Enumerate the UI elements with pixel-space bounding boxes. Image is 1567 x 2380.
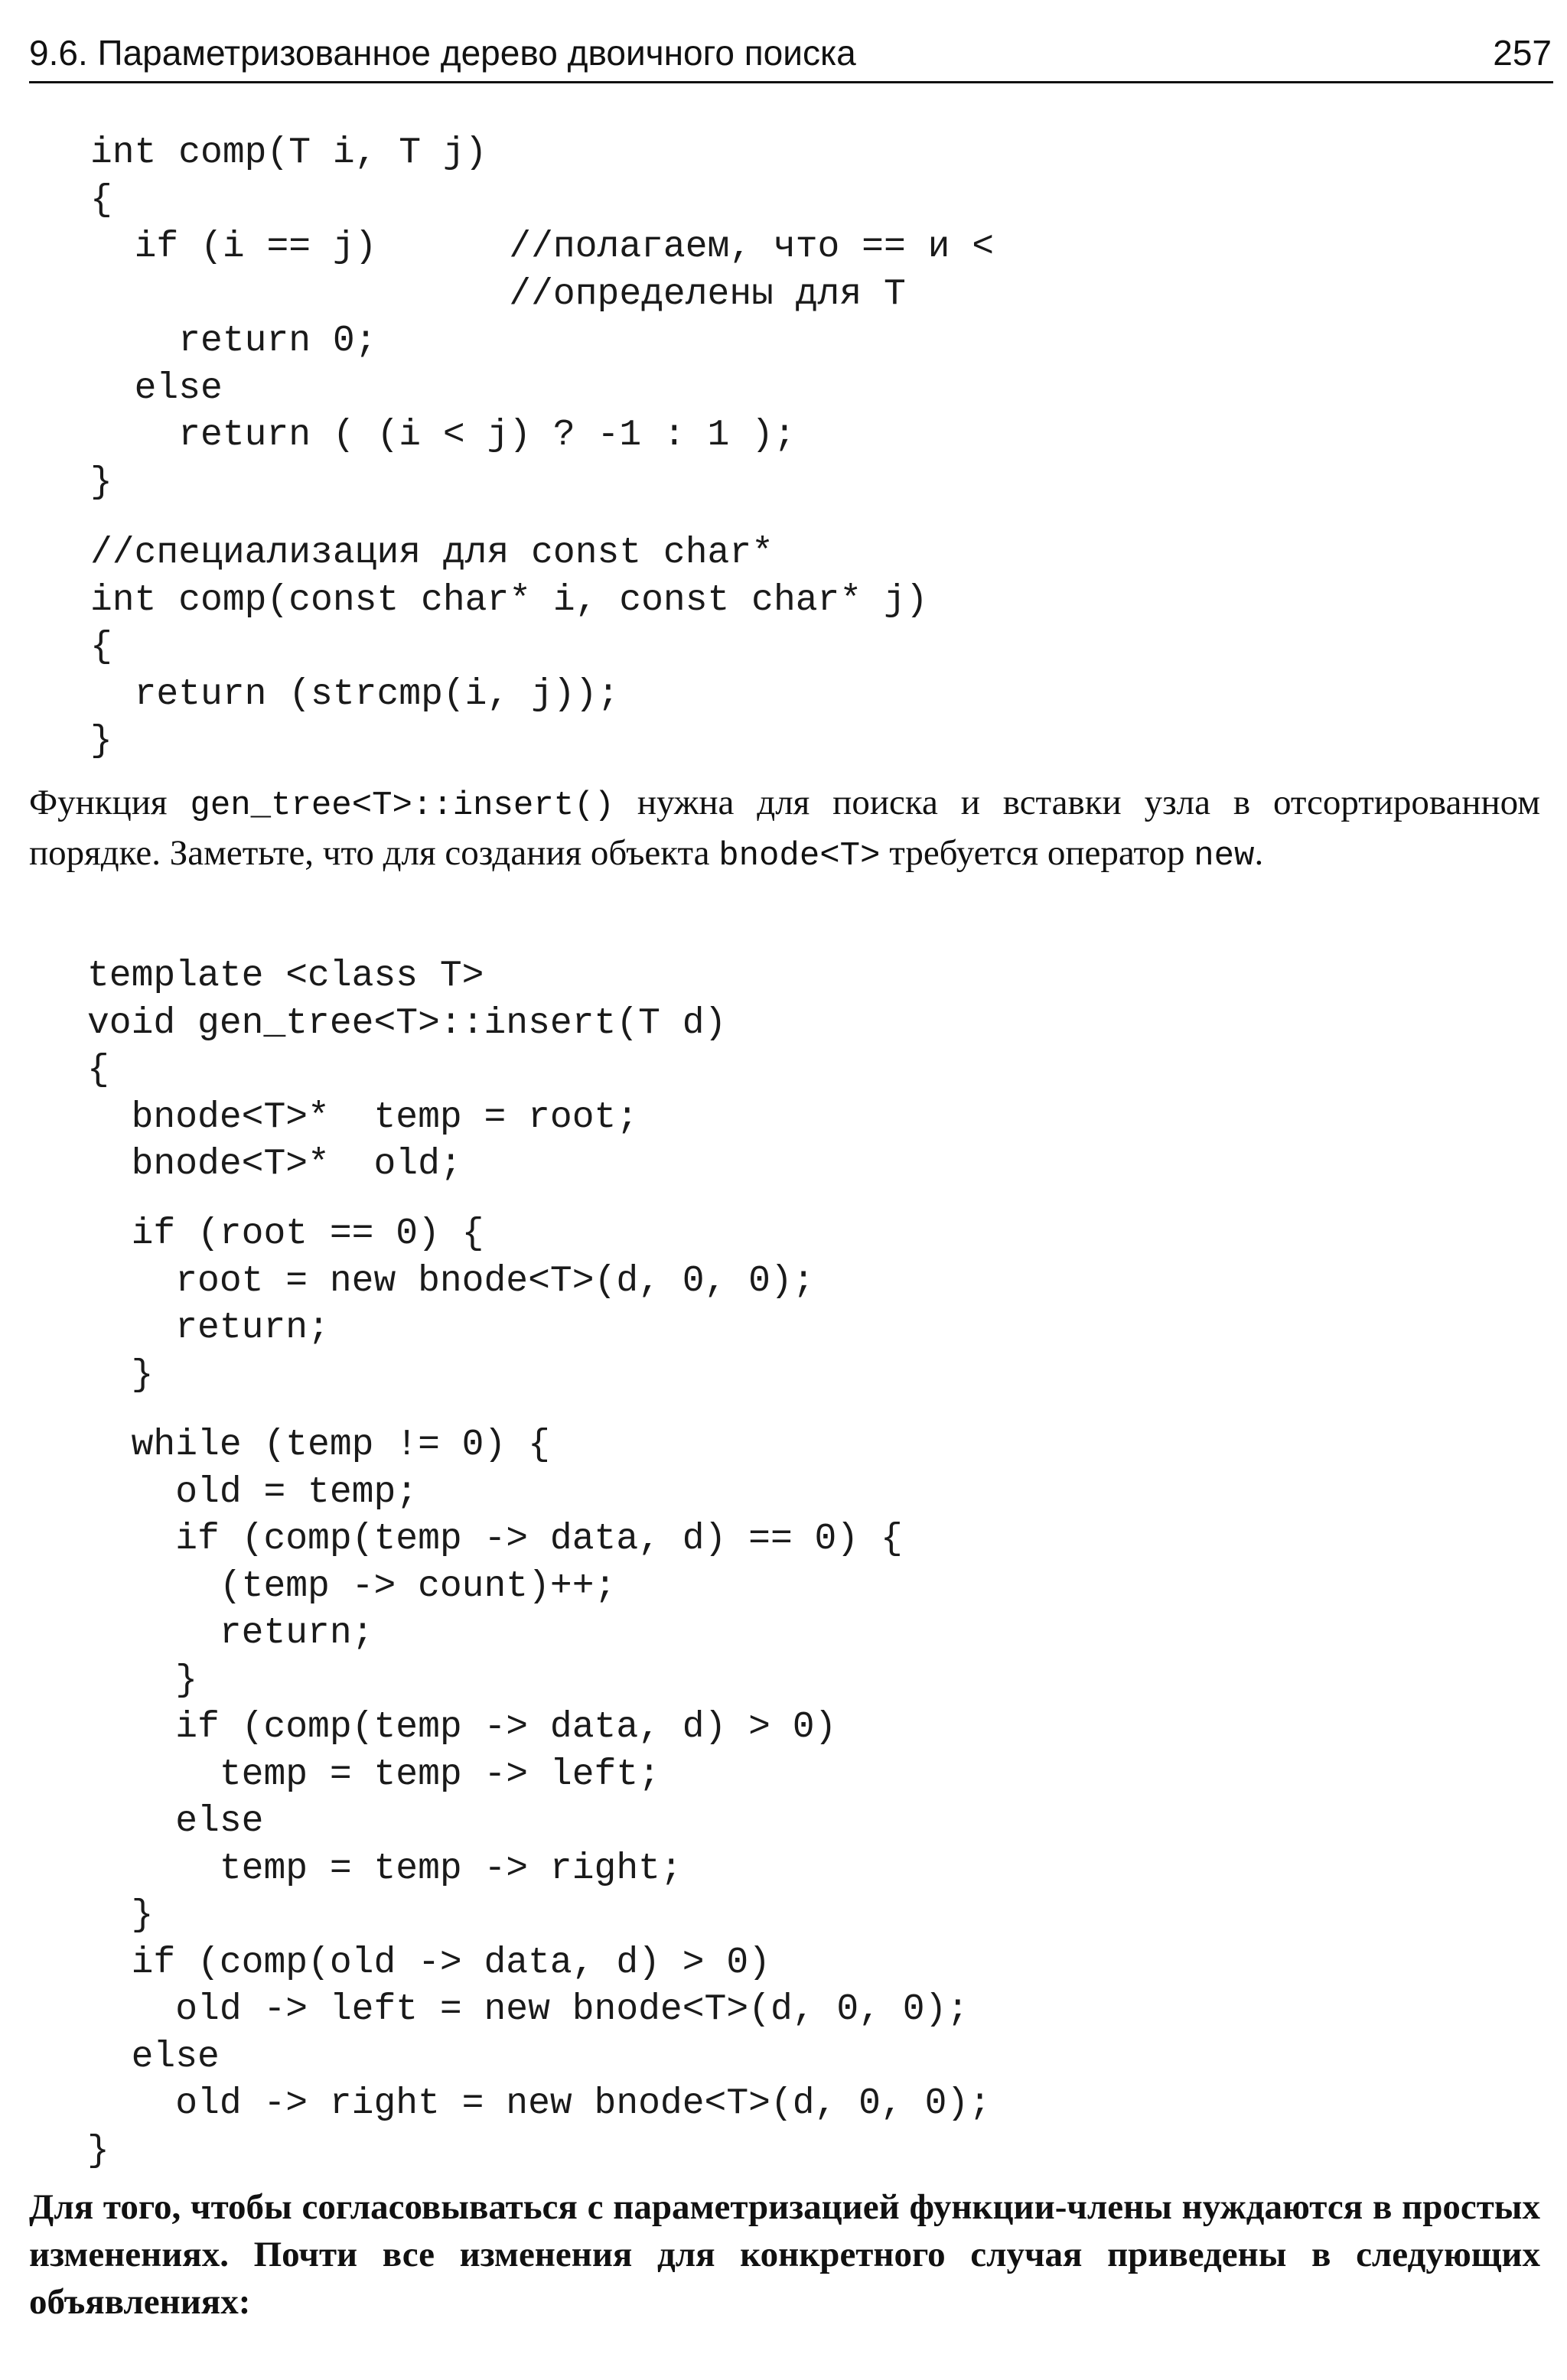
code-line: return; xyxy=(87,1613,374,1654)
code-line: if (comp(old -> data, d) > 0) xyxy=(87,1942,770,1984)
code-span: gen_tree<T>::insert() xyxy=(190,786,614,825)
code-line: if (comp(temp -> data, d) == 0) { xyxy=(87,1519,903,1560)
code-line: } xyxy=(90,461,112,503)
page-number: 257 xyxy=(1493,33,1552,73)
code-line: while (temp != 0) { xyxy=(87,1424,550,1466)
code-block-insert-loop xyxy=(87,1422,991,2175)
code-line: else xyxy=(90,367,223,409)
code-block-insert-head xyxy=(87,953,726,1189)
code-line: old -> right = new bnode<T>(d, 0, 0); xyxy=(87,2083,991,2124)
code-line: } xyxy=(87,1659,198,1701)
code-line: temp = temp -> left; xyxy=(87,1753,660,1796)
code-line: return; xyxy=(87,1307,330,1349)
page-header xyxy=(29,31,1553,83)
code-span: bnode<T> xyxy=(718,837,881,875)
text-span: нужна для поиска и вставки узла в отсортированном порядке. Заметьте, что для создания объекта xyxy=(29,783,1540,873)
code-block-comp-template xyxy=(90,130,994,506)
code-line: bnode<T>* old; xyxy=(87,1144,462,1185)
code-line: } xyxy=(87,1354,154,1396)
code-line: root = new bnode<T>(d, 0, 0); xyxy=(87,1260,815,1302)
code-line: return 0; xyxy=(90,321,377,362)
code-line: void gen_tree<T>::insert(T d) xyxy=(87,1002,727,1044)
code-line: bnode<T>* temp = root; xyxy=(87,1096,639,1138)
code-line: { xyxy=(90,627,112,668)
text-span: Функция xyxy=(29,783,191,822)
code-line: int comp(const char* i, const char* j) xyxy=(90,579,928,621)
code-line: if (comp(temp -> data, d) > 0) xyxy=(87,1707,837,1748)
code-line: temp = temp -> right; xyxy=(87,1848,683,1890)
code-line: else xyxy=(87,1801,264,1842)
code-line: { xyxy=(87,1050,109,1091)
code-line: return (strcmp(i, j)); xyxy=(90,673,620,715)
code-line: if (i == j) //полагаем, что == и < xyxy=(90,226,994,268)
code-line: if (root == 0) { xyxy=(87,1213,484,1255)
code-line: template <class T> xyxy=(87,956,484,997)
code-line: //специализация для const char* xyxy=(90,532,774,574)
code-line: //определены для T xyxy=(90,273,906,315)
paragraph-insert-description xyxy=(29,779,1540,880)
code-span: new xyxy=(1194,837,1255,875)
section-title: 9.6. Параметризованное дерево двоичного поиска xyxy=(29,33,856,73)
text-span: . xyxy=(1254,833,1264,873)
paragraph-member-functions: Для того, чтобы согласовываться с параметризацией функции-члены нуждаются в простых изменениях. Почти все изменения для конкретного случая приведены в следующих объявлениях: xyxy=(29,2187,1540,2322)
code-line: else xyxy=(87,2036,220,2078)
code-line: { xyxy=(90,179,112,221)
code-line: return ( (i < j) ? -1 : 1 ); xyxy=(90,415,796,456)
code-line: (temp -> count)++; xyxy=(87,1565,617,1607)
code-line: int comp(T i, T j) xyxy=(90,132,487,174)
code-line: } xyxy=(87,1895,154,1936)
code-line: } xyxy=(90,721,112,762)
code-line: } xyxy=(87,2130,109,2172)
text-span: требуется оператор xyxy=(880,833,1194,873)
code-block-insert-root-check xyxy=(87,1211,815,1399)
code-line: old = temp; xyxy=(87,1471,419,1513)
code-block-comp-specialization xyxy=(90,530,928,766)
code-line: old -> left = new bnode<T>(d, 0, 0); xyxy=(87,1989,969,2030)
